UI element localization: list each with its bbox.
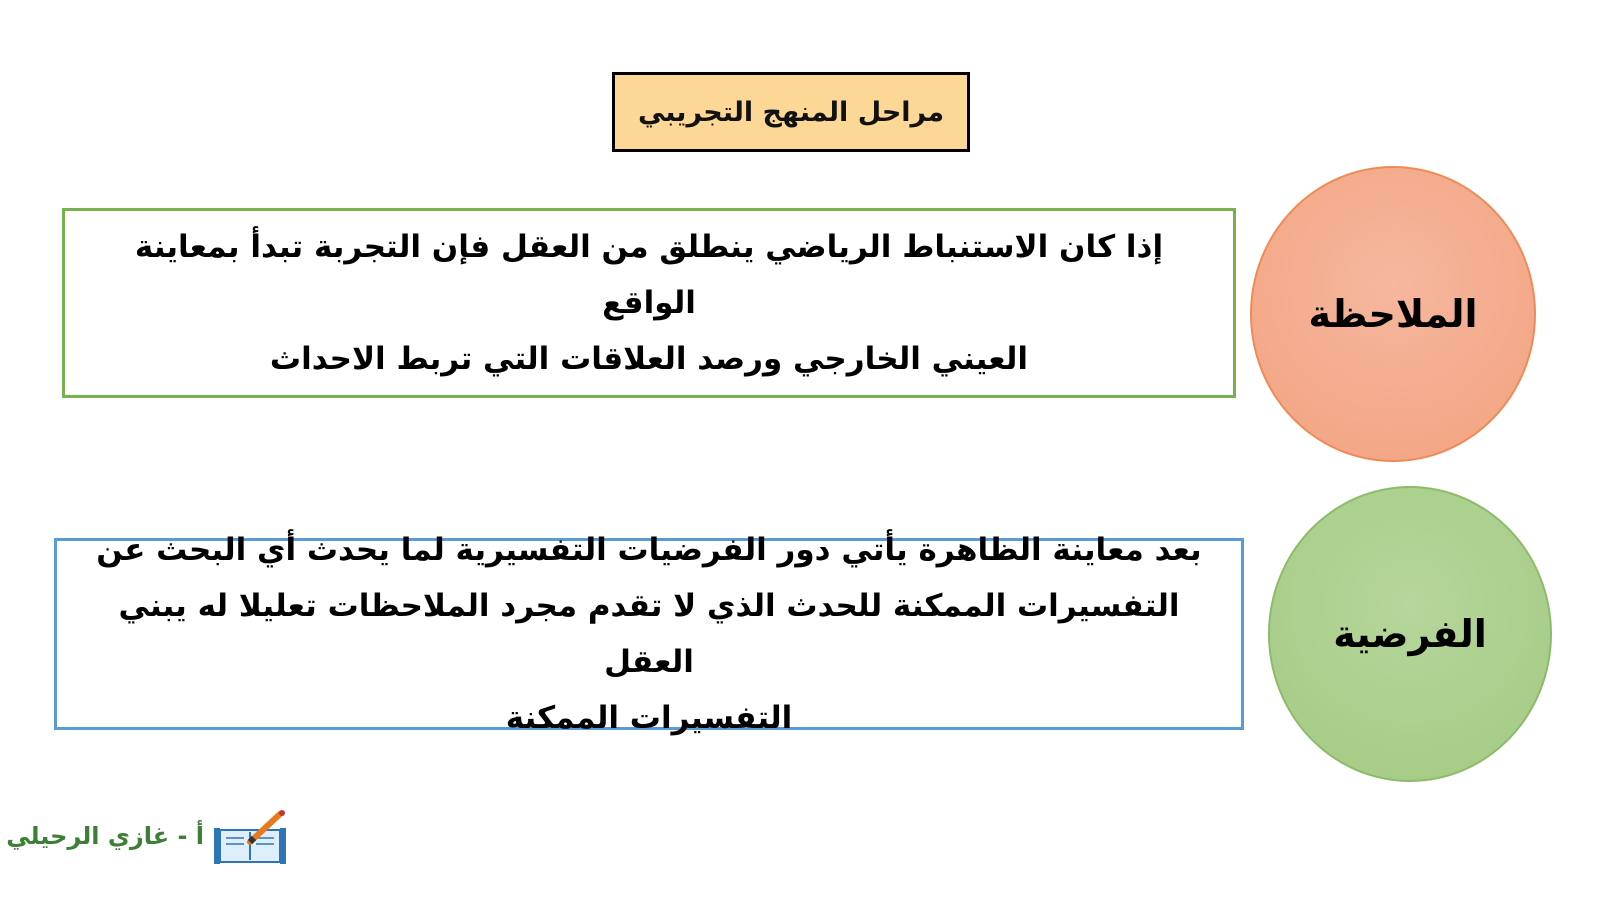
description-line: التفسيرات الممكنة [505,700,793,736]
stage-observation-circle [1250,166,1536,462]
stage-observation-label: الملاحظة [1308,292,1478,336]
author-name: أ - غازي الرحيلي [6,822,204,850]
stage-hypothesis-label: الفرضية [1333,612,1487,656]
diagram-title [612,72,970,152]
stage-hypothesis-description [54,532,1244,736]
description-line: العيني الخارجي ورصد العلاقات التي تربط الاحداث [269,341,1029,377]
stage-hypothesis-circle [1268,486,1552,782]
stage-observation-description [62,208,1236,398]
book-pen-icon [210,808,300,868]
description-line: التفسيرات الممكنة للحدث الذي لا تقدم مجرد الملاحظات تعليلا له يبني العقل [118,588,1180,680]
author-signature [6,808,300,868]
description-line: بعد معاينة الظاهرة يأتي دور الفرضيات التفسيرية لما يحدث أي البحث عن [96,532,1202,568]
diagram-title-text: مراحل المنهج التجريبي [637,96,945,128]
description-line: إذا كان الاستنباط الرياضي ينطلق من العقل فإن التجربة تبدأ بمعاينة الواقع [134,229,1164,321]
